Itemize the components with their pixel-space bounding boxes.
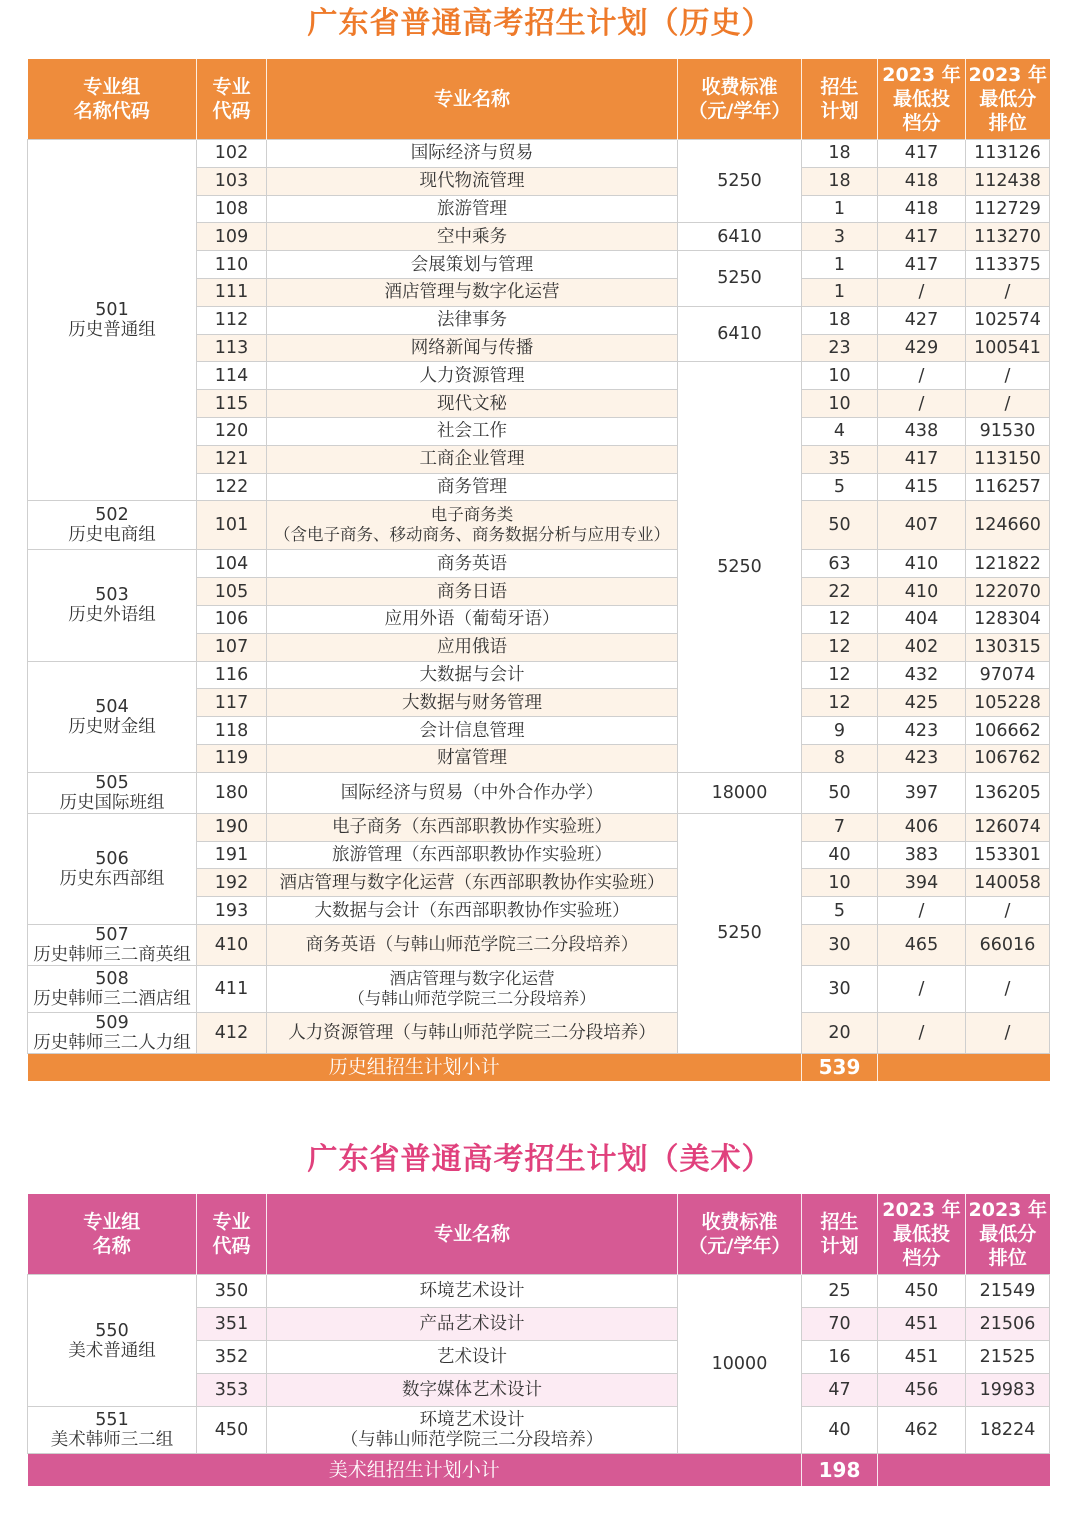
history-title: 广东省普通高考招生计划（历史） [307, 6, 773, 41]
major-code: 111 [197, 278, 267, 306]
min-score: 432 [878, 661, 966, 689]
major-name [267, 744, 678, 772]
major-name-line: 应用外语（葡萄牙语） [384, 609, 560, 630]
major-name-line: 电子商务类 [430, 505, 514, 525]
min-rank: / [966, 362, 1050, 390]
major-name [267, 1275, 678, 1308]
header-name: 专业名称 [267, 59, 678, 140]
subtotal-blank [878, 1053, 1050, 1080]
min-rank: / [966, 965, 1050, 1012]
plan-count: 18 [802, 306, 878, 334]
group-name: 历史东西部组 [59, 868, 165, 889]
major-code: 118 [197, 717, 267, 745]
major-name-line: 大数据与会计 [419, 664, 525, 685]
min-rank: 136205 [966, 772, 1050, 813]
plan-count: 35 [802, 445, 878, 473]
major-name [267, 1308, 678, 1341]
plan-count: 10 [802, 869, 878, 897]
table-row [28, 1275, 1050, 1308]
min-rank: 102574 [966, 306, 1050, 334]
major-name [267, 550, 678, 578]
major-name-line: 国际经济与贸易 [410, 143, 534, 164]
group-cell [28, 924, 197, 965]
min-score: / [878, 278, 966, 306]
major-name-line: 人力资源管理（与韩山师范学院三二分段培养） [288, 1022, 656, 1043]
plan-count: 8 [802, 744, 878, 772]
major-name [267, 869, 678, 897]
fee-cell: 18000 [678, 772, 802, 813]
min-rank: 66016 [966, 924, 1050, 965]
major-code: 121 [197, 445, 267, 473]
min-score: 423 [878, 717, 966, 745]
major-name-line: 商务日语 [437, 581, 507, 602]
major-name-line: 酒店管理与数字化运营 [389, 968, 555, 988]
fee-cell: 5250 [678, 251, 802, 307]
fee-cell: 6410 [678, 306, 802, 362]
major-name-line: 酒店管理与数字化运营（东西部职教协作实验班） [279, 872, 665, 893]
major-name [267, 390, 678, 418]
group-cell [28, 813, 197, 924]
plan-count: 10 [802, 362, 878, 390]
major-name-line: 旅游管理（东西部职教协作实验班） [332, 844, 612, 865]
fee-cell: 5250 [678, 362, 802, 772]
table-header-row [28, 59, 1050, 140]
group-cell [28, 550, 197, 661]
major-name-line: 电子商务（东西部职教协作实验班） [332, 817, 612, 838]
plan-count: 23 [802, 334, 878, 362]
min-score: 450 [878, 1275, 966, 1308]
major-name [267, 445, 678, 473]
min-rank: 122070 [966, 578, 1050, 606]
min-rank: / [966, 390, 1050, 418]
group-name: 历史韩师三二酒店组 [33, 988, 191, 1009]
major-code: 192 [197, 869, 267, 897]
min-score: 429 [878, 334, 966, 362]
plan-count: 63 [802, 550, 878, 578]
min-rank: 153301 [966, 841, 1050, 869]
major-code: 190 [197, 813, 267, 841]
subtotal-row [28, 1454, 1050, 1487]
major-name [267, 167, 678, 195]
major-code: 103 [197, 167, 267, 195]
major-name-note: （含电子商务、移动商务、商务数据分析与应用专业） [274, 525, 670, 545]
group-name: 历史韩师三二商英组 [33, 944, 191, 965]
min-score: 406 [878, 813, 966, 841]
plan-count: 16 [802, 1341, 878, 1374]
major-name [267, 1407, 678, 1454]
major-name [267, 1374, 678, 1407]
group-name: 美术普通组 [68, 1340, 156, 1361]
min-rank: / [966, 278, 1050, 306]
table-row [28, 501, 1050, 550]
major-name [267, 717, 678, 745]
table-row [28, 813, 1050, 841]
major-name [267, 501, 678, 550]
major-name [267, 334, 678, 362]
group-cell [28, 772, 197, 813]
min-rank: 113126 [966, 140, 1050, 168]
major-name-line: 网络新闻与传播 [410, 337, 534, 358]
fee-cell: 6410 [678, 223, 802, 251]
major-name [267, 417, 678, 445]
min-score: 397 [878, 772, 966, 813]
major-name [267, 140, 678, 168]
major-code: 122 [197, 473, 267, 501]
group-cell [28, 965, 197, 1012]
group-code: 506 [95, 848, 129, 869]
major-name-note: （与韩山师范学院三二分段培养） [340, 1430, 604, 1450]
table-row [28, 1407, 1050, 1454]
group-cell [28, 1407, 197, 1454]
group-cell [28, 661, 197, 772]
subtotal-label: 美术组招生计划小计 [28, 1454, 802, 1487]
subtotal-blank [878, 1454, 1050, 1487]
header-plan: 招生 计划 [802, 1194, 878, 1275]
min-score: 410 [878, 578, 966, 606]
major-code: 102 [197, 140, 267, 168]
group-cell [28, 1012, 197, 1053]
major-code: 107 [197, 633, 267, 661]
major-name-line: 法律事务 [437, 310, 507, 331]
min-rank: 112438 [966, 167, 1050, 195]
plan-count: 3 [802, 223, 878, 251]
major-code: 110 [197, 251, 267, 279]
major-name [267, 689, 678, 717]
min-rank: 121822 [966, 550, 1050, 578]
plan-count: 50 [802, 772, 878, 813]
major-code: 106 [197, 605, 267, 633]
group-code: 508 [95, 968, 129, 989]
major-name [267, 633, 678, 661]
plan-count: 18 [802, 140, 878, 168]
major-name-line: 现代物流管理 [419, 171, 525, 192]
group-code: 505 [95, 772, 129, 793]
major-code: 191 [197, 841, 267, 869]
plan-count: 20 [802, 1012, 878, 1053]
art-title: 广东省普通高考招生计划（美术） [307, 1142, 773, 1177]
header-plan: 招生 计划 [802, 59, 878, 140]
min-rank: 21549 [966, 1275, 1050, 1308]
major-name-line: 工商企业管理 [419, 449, 525, 470]
major-code: 351 [197, 1308, 267, 1341]
major-name [267, 924, 678, 965]
table-row [28, 550, 1050, 578]
min-score: 417 [878, 251, 966, 279]
min-score: / [878, 362, 966, 390]
min-score: 415 [878, 473, 966, 501]
major-code: 116 [197, 661, 267, 689]
major-name-line: 国际经济与贸易（中外合作办学） [340, 782, 604, 803]
plan-count: 50 [802, 501, 878, 550]
header-code: 专业 代码 [197, 59, 267, 140]
min-score: 383 [878, 841, 966, 869]
major-code: 350 [197, 1275, 267, 1308]
group-cell [28, 501, 197, 550]
min-score: 427 [878, 306, 966, 334]
min-score: 407 [878, 501, 966, 550]
subtotal-value: 198 [802, 1454, 878, 1487]
min-score: 451 [878, 1308, 966, 1341]
header-group: 专业组 名称代码 [28, 59, 197, 140]
min-rank: 97074 [966, 661, 1050, 689]
min-score: 451 [878, 1341, 966, 1374]
major-name-line: 应用俄语 [437, 637, 507, 658]
major-name-line: 艺术设计 [437, 1347, 507, 1367]
plan-count: 40 [802, 1407, 878, 1454]
min-score: 418 [878, 167, 966, 195]
major-name-line: 商务管理 [437, 476, 507, 497]
group-cell [28, 140, 197, 501]
table-row [28, 1012, 1050, 1053]
plan-count: 4 [802, 417, 878, 445]
art-plan-table [27, 1194, 1050, 1486]
major-code: 114 [197, 362, 267, 390]
major-name-line: 会计信息管理 [419, 720, 525, 741]
min-score: 404 [878, 605, 966, 633]
major-name-line: 酒店管理与数字化运营 [384, 282, 560, 303]
major-name-line: 会展策划与管理 [410, 254, 534, 275]
min-rank: / [966, 897, 1050, 925]
group-code: 503 [95, 585, 129, 606]
major-name-line: 商务英语（与韩山师范学院三二分段培养） [305, 934, 639, 955]
group-name: 历史财金组 [68, 716, 156, 737]
major-code: 411 [197, 965, 267, 1012]
group-code: 507 [95, 924, 129, 945]
major-name-line: 数字媒体艺术设计 [402, 1380, 542, 1400]
min-score: 417 [878, 140, 966, 168]
table-row [28, 965, 1050, 1012]
header-min-rank: 2023 年 最低分 排位 [966, 59, 1050, 140]
major-code: 412 [197, 1012, 267, 1053]
min-score: / [878, 1012, 966, 1053]
plan-count: 22 [802, 578, 878, 606]
group-name: 历史普通组 [68, 320, 156, 341]
plan-count: 1 [802, 195, 878, 223]
table-row [28, 140, 1050, 168]
history-plan-table [27, 59, 1050, 1081]
major-name-line: 人力资源管理 [419, 365, 525, 386]
header-code: 专业 代码 [197, 1194, 267, 1275]
min-score: 410 [878, 550, 966, 578]
major-name [267, 306, 678, 334]
major-name [267, 251, 678, 279]
header-fee: 收费标准 （元/学年） [678, 59, 802, 140]
min-rank: 128304 [966, 605, 1050, 633]
min-rank: 113270 [966, 223, 1050, 251]
min-score: 417 [878, 223, 966, 251]
major-name [267, 223, 678, 251]
major-code: 105 [197, 578, 267, 606]
group-name: 美术韩师三二组 [50, 1430, 174, 1450]
min-rank: 100541 [966, 334, 1050, 362]
fee-cell: 5250 [678, 813, 802, 1053]
min-rank: 106662 [966, 717, 1050, 745]
plan-count: 12 [802, 605, 878, 633]
plan-count: 5 [802, 473, 878, 501]
major-code: 193 [197, 897, 267, 925]
min-score: 423 [878, 744, 966, 772]
min-score: / [878, 390, 966, 418]
major-name-note: （与韩山师范学院三二分段培养） [348, 988, 596, 1008]
major-code: 450 [197, 1407, 267, 1454]
min-rank: 19983 [966, 1374, 1050, 1407]
subtotal-value: 539 [802, 1053, 878, 1080]
min-score: 402 [878, 633, 966, 661]
min-score: / [878, 897, 966, 925]
major-code: 119 [197, 744, 267, 772]
major-code: 120 [197, 417, 267, 445]
major-name-line: 空中乘务 [437, 226, 507, 247]
plan-count: 12 [802, 689, 878, 717]
group-code: 551 [95, 1410, 129, 1430]
plan-count: 12 [802, 661, 878, 689]
major-name-line: 社会工作 [437, 421, 507, 442]
subtotal-label: 历史组招生计划小计 [28, 1053, 802, 1080]
group-name: 历史韩师三二人力组 [33, 1032, 191, 1053]
header-group: 专业组 名称 [28, 1194, 197, 1275]
major-name [267, 965, 678, 1012]
major-name-line: 旅游管理 [437, 198, 507, 219]
major-name [267, 362, 678, 390]
major-name-line: 商务英语 [437, 553, 507, 574]
group-code: 550 [95, 1320, 129, 1341]
major-name [267, 578, 678, 606]
plan-count: 30 [802, 965, 878, 1012]
min-rank: / [966, 1012, 1050, 1053]
group-name: 历史电商组 [68, 525, 156, 546]
major-code: 117 [197, 689, 267, 717]
major-code: 104 [197, 550, 267, 578]
min-rank: 126074 [966, 813, 1050, 841]
major-name-line: 财富管理 [437, 748, 507, 769]
major-code: 353 [197, 1374, 267, 1407]
table-header-row [28, 1194, 1050, 1275]
min-rank: 112729 [966, 195, 1050, 223]
group-name: 历史外语组 [68, 605, 156, 626]
subtotal-row [28, 1053, 1050, 1080]
major-name-line: 现代文秘 [437, 393, 507, 414]
group-cell [28, 1275, 197, 1407]
plan-count: 9 [802, 717, 878, 745]
min-score: 417 [878, 445, 966, 473]
min-score: 465 [878, 924, 966, 965]
min-score: 418 [878, 195, 966, 223]
table-row [28, 661, 1050, 689]
plan-count: 40 [802, 841, 878, 869]
plan-count: 30 [802, 924, 878, 965]
header-min-rank: 2023 年 最低分 排位 [966, 1194, 1050, 1275]
min-rank: 113375 [966, 251, 1050, 279]
fee-cell: 10000 [678, 1275, 802, 1454]
major-name [267, 841, 678, 869]
header-name: 专业名称 [267, 1194, 678, 1275]
major-code: 180 [197, 772, 267, 813]
header-min-score: 2023 年 最低投 档分 [878, 1194, 966, 1275]
plan-count: 47 [802, 1374, 878, 1407]
major-name-line: 大数据与会计（东西部职教协作实验班） [314, 900, 630, 921]
min-rank: 116257 [966, 473, 1050, 501]
major-name [267, 897, 678, 925]
min-rank: 21506 [966, 1308, 1050, 1341]
major-code: 108 [197, 195, 267, 223]
group-code: 502 [95, 505, 129, 526]
min-rank: 18224 [966, 1407, 1050, 1454]
min-rank: 91530 [966, 417, 1050, 445]
min-rank: 105228 [966, 689, 1050, 717]
major-name-line: 环境艺术设计 [419, 1410, 525, 1430]
plan-count: 5 [802, 897, 878, 925]
major-name-line: 环境艺术设计 [419, 1281, 525, 1301]
plan-count: 12 [802, 633, 878, 661]
min-score: 394 [878, 869, 966, 897]
major-code: 112 [197, 306, 267, 334]
min-rank: 21525 [966, 1341, 1050, 1374]
major-name [267, 195, 678, 223]
plan-count: 18 [802, 167, 878, 195]
plan-count: 1 [802, 251, 878, 279]
min-rank: 106762 [966, 744, 1050, 772]
major-name [267, 605, 678, 633]
table-row [28, 772, 1050, 813]
major-code: 101 [197, 501, 267, 550]
min-rank: 140058 [966, 869, 1050, 897]
major-name [267, 473, 678, 501]
header-min-score: 2023 年 最低投 档分 [878, 59, 966, 140]
major-code: 113 [197, 334, 267, 362]
major-name [267, 661, 678, 689]
min-rank: 130315 [966, 633, 1050, 661]
major-code: 109 [197, 223, 267, 251]
major-name [267, 1012, 678, 1053]
group-code: 509 [95, 1012, 129, 1033]
major-code: 352 [197, 1341, 267, 1374]
min-score: 462 [878, 1407, 966, 1454]
fee-cell: 5250 [678, 140, 802, 223]
plan-count: 25 [802, 1275, 878, 1308]
major-name [267, 772, 678, 813]
major-name [267, 1341, 678, 1374]
min-score: 456 [878, 1374, 966, 1407]
min-score: 425 [878, 689, 966, 717]
major-name-line: 大数据与财务管理 [402, 692, 542, 713]
major-name [267, 813, 678, 841]
plan-count: 7 [802, 813, 878, 841]
group-code: 501 [95, 300, 129, 321]
plan-count: 10 [802, 390, 878, 418]
major-code: 115 [197, 390, 267, 418]
min-rank: 113150 [966, 445, 1050, 473]
major-code: 410 [197, 924, 267, 965]
min-rank: 124660 [966, 501, 1050, 550]
major-name [267, 278, 678, 306]
header-fee: 收费标准 （元/学年） [678, 1194, 802, 1275]
plan-count: 70 [802, 1308, 878, 1341]
major-name-line: 产品艺术设计 [419, 1314, 525, 1334]
min-score: 438 [878, 417, 966, 445]
group-code: 504 [95, 696, 129, 717]
table-row [28, 924, 1050, 965]
plan-count: 1 [802, 278, 878, 306]
group-name: 历史国际班组 [59, 792, 165, 813]
min-score: / [878, 965, 966, 1012]
